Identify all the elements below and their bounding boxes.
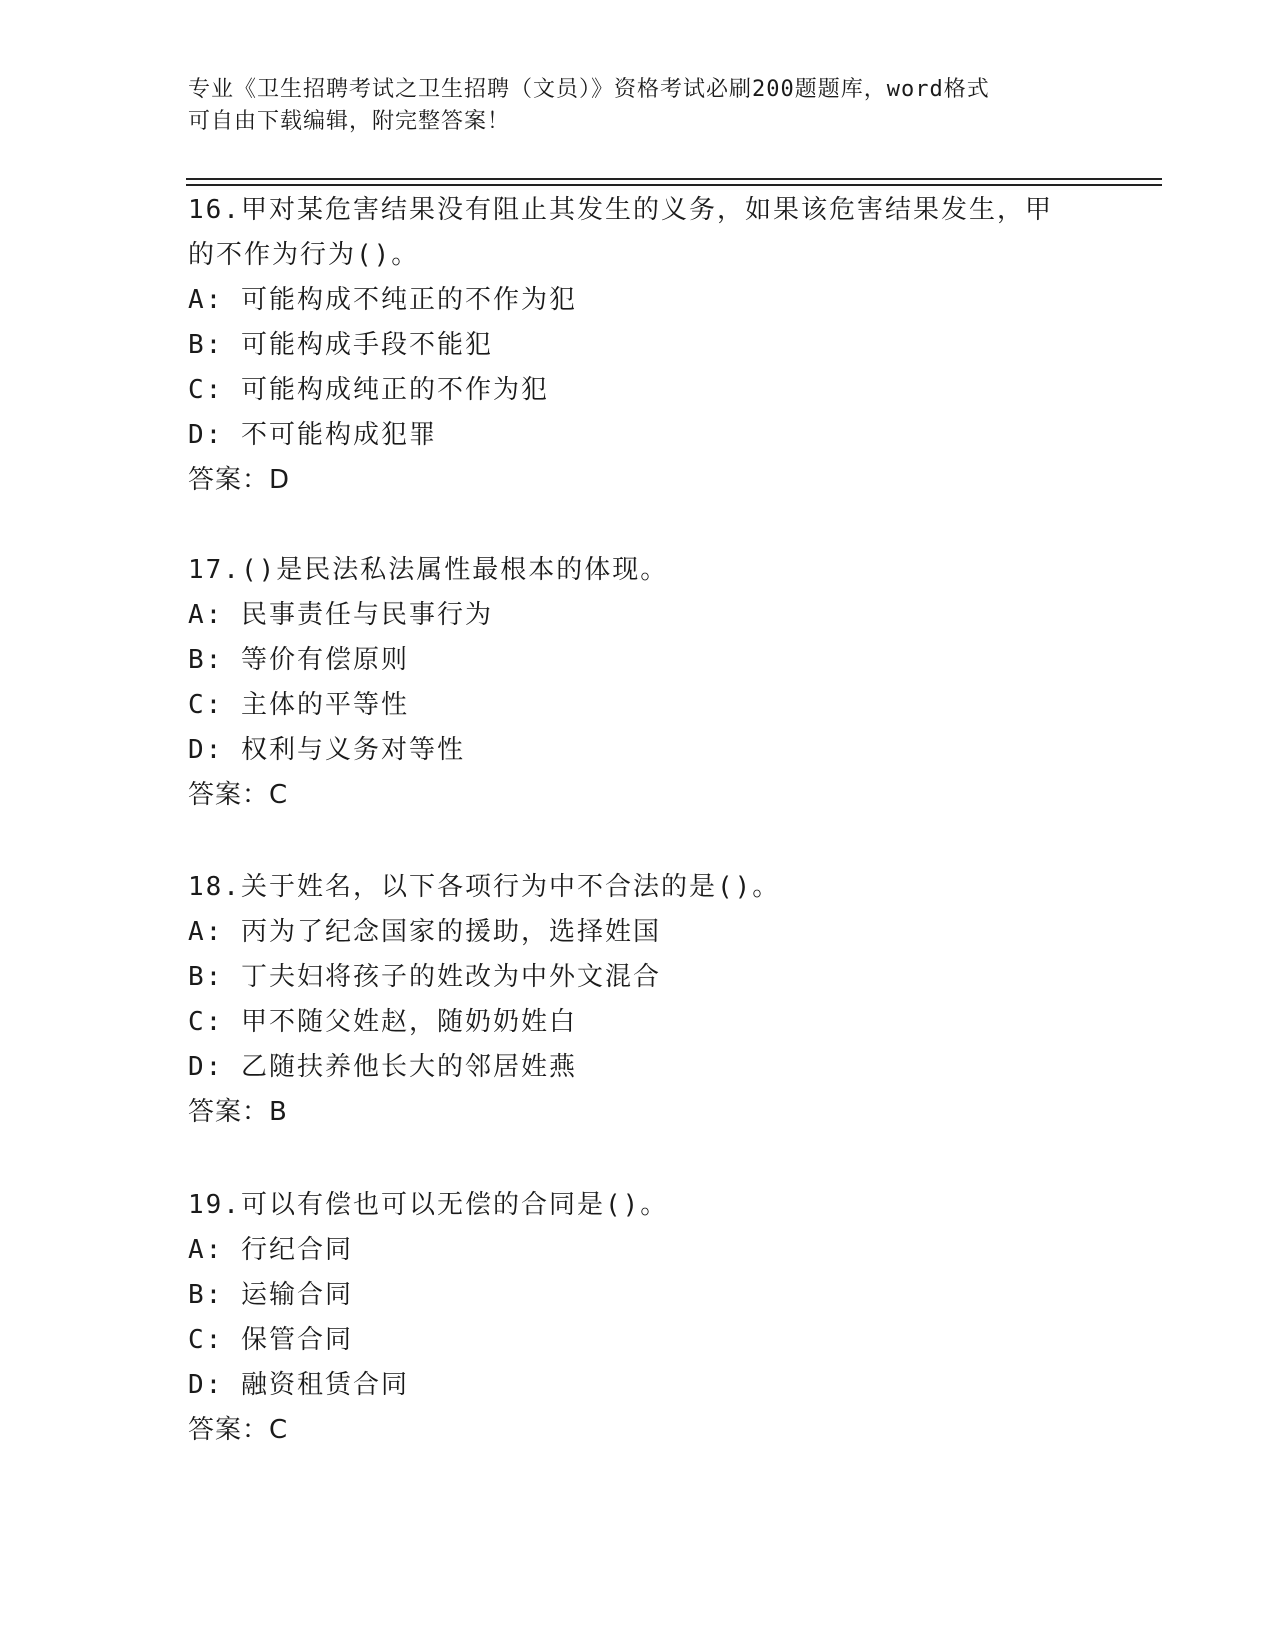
- question-stem: 17.()是民法私法属性最根本的体现。: [188, 555, 669, 585]
- option-d: D: 融资租赁合同: [188, 1370, 409, 1400]
- question-stem: 19.可以有偿也可以无偿的合同是()。: [188, 1190, 669, 1220]
- option-b: B: 丁夫妇将孩子的姓改为中外文混合: [188, 962, 661, 992]
- header-divider-top: [186, 178, 1162, 180]
- option-d: D: 权利与义务对等性: [188, 735, 465, 765]
- answer-line: 答案：C: [188, 780, 289, 810]
- option-a: A: 民事责任与民事行为: [188, 600, 493, 630]
- option-b: B: 等价有偿原则: [188, 645, 409, 675]
- option-a: A: 丙为了纪念国家的援助，选择姓国: [188, 917, 661, 947]
- option-c: C: 保管合同: [188, 1325, 353, 1355]
- option-c: C: 甲不随父姓赵，随奶奶姓白: [188, 1007, 577, 1037]
- option-b: B: 可能构成手段不能犯: [188, 330, 493, 360]
- header-title-line-1: 专业《卫生招聘考试之卫生招聘（文员）》资格考试必刷200题题库，word格式: [188, 77, 990, 102]
- answer-line: 答案：B: [188, 1097, 288, 1127]
- question-17: [188, 548, 1088, 818]
- option-d: D: 不可能构成犯罪: [188, 420, 437, 450]
- question-18: [188, 865, 1088, 1135]
- answer-line: 答案：C: [188, 1415, 289, 1445]
- question-stem: 16.甲对某危害结果没有阻止其发生的义务，如果该危害结果发生，甲: [188, 195, 1053, 225]
- header-divider-bottom: [186, 184, 1162, 186]
- answer-line: 答案：D: [188, 465, 291, 495]
- option-c: C: 主体的平等性: [188, 690, 409, 720]
- option-b: B: 运输合同: [188, 1280, 353, 1310]
- question-stem-continued: 的不作为行为()。: [188, 240, 420, 270]
- option-a: A: 行纪合同: [188, 1235, 353, 1265]
- question-19: [188, 1183, 1088, 1453]
- option-a: A: 可能构成不纯正的不作为犯: [188, 285, 577, 315]
- document-header: [188, 74, 1068, 138]
- option-c: C: 可能构成纯正的不作为犯: [188, 375, 549, 405]
- option-d: D: 乙随扶养他长大的邻居姓燕: [188, 1052, 577, 1082]
- question-16: [188, 188, 1088, 503]
- question-stem: 18.关于姓名，以下各项行为中不合法的是()。: [188, 872, 781, 902]
- header-title-line-2: 可自由下载编辑，附完整答案！: [188, 109, 511, 134]
